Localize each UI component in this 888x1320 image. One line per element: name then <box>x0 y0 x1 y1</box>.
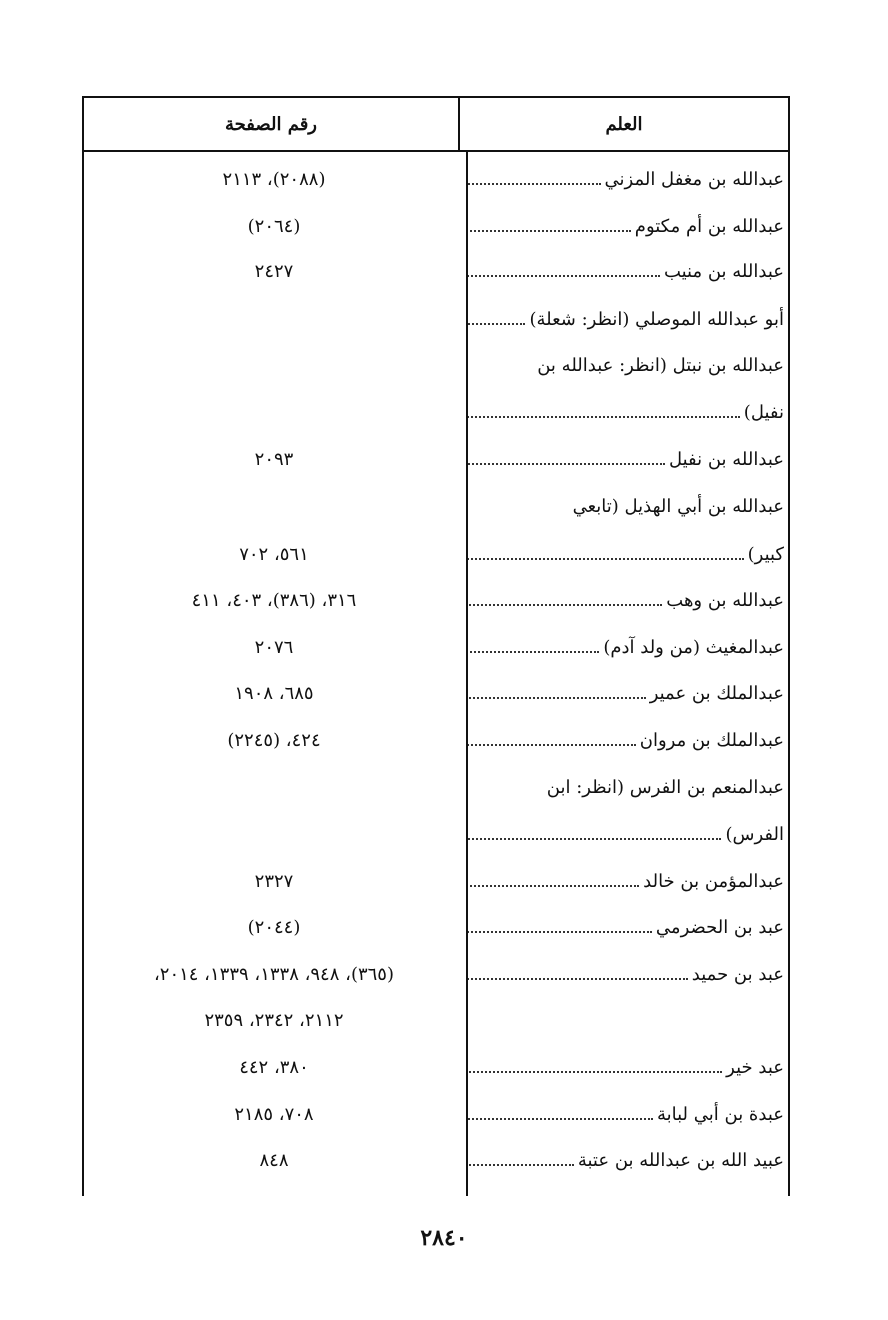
entry-pages <box>88 300 460 340</box>
dot-leader <box>468 743 636 746</box>
entry-name <box>468 393 788 433</box>
entry-pages: ٨٤٨ <box>259 1150 289 1171</box>
entry-name <box>468 300 788 340</box>
table-row <box>0 628 888 668</box>
entry-pages: (٢٠٨٨)، ٢١١٣ <box>222 169 326 190</box>
entry-name-label: عبدالمؤمن بن خالد <box>643 871 784 892</box>
entry-name <box>468 628 788 668</box>
dot-leader <box>468 650 599 653</box>
dot-leader <box>468 229 631 232</box>
entry-pages: ٢١١٢، ٢٣٤٢، ٢٣٥٩ <box>204 1010 344 1031</box>
column-header-name: العلم <box>605 114 643 135</box>
entry-name-label: عبد خير <box>726 1057 784 1078</box>
dot-leader <box>468 182 601 185</box>
table-row <box>0 160 888 200</box>
entry-name <box>468 581 788 621</box>
dot-leader <box>468 977 688 980</box>
table-row <box>0 207 888 247</box>
entry-pages <box>88 768 460 808</box>
entry-name <box>468 1048 788 1088</box>
dot-leader <box>468 1163 574 1166</box>
entry-name-label: الفرس) <box>725 824 784 845</box>
table-row <box>0 1095 888 1135</box>
entry-pages: (٢٠٤٤) <box>247 917 301 938</box>
dot-leader <box>468 462 665 465</box>
entry-pages: ٢٤٢٧ <box>254 261 294 282</box>
entry-name-label: عبدالله بن أبي الهذيل (تابعي <box>572 496 784 517</box>
dot-leader <box>468 1070 722 1073</box>
entry-pages: ٧٠٨، ٢١٨٥ <box>234 1104 314 1125</box>
entry-name <box>468 207 788 247</box>
entry-name <box>468 252 788 292</box>
entry-name-label: عبدة بن أبي لبابة <box>656 1104 784 1125</box>
entry-pages: (٢٠٦٤) <box>247 216 301 237</box>
entry-pages: (٣٦٥)، ٩٤٨، ١٣٣٨، ١٣٣٩، ٢٠١٤، <box>153 964 395 985</box>
entry-pages <box>88 393 460 433</box>
table-row <box>0 1001 888 1041</box>
dot-leader <box>468 322 525 325</box>
entry-pages: ٢٣٢٧ <box>254 871 294 892</box>
entry-pages: ٣١٦، (٣٨٦)، ٤٠٣، ٤١١ <box>191 590 357 611</box>
entry-pages: ٣٨٠، ٤٤٢ <box>239 1057 309 1078</box>
dot-leader <box>468 837 721 840</box>
dot-leader <box>468 696 646 699</box>
table-row <box>0 908 888 948</box>
entry-name-label: أبو عبدالله الموصلي (انظر: شعلة) <box>529 309 784 330</box>
entry-name-label: عبدالملك بن عمير <box>649 683 784 704</box>
dot-leader <box>468 884 639 887</box>
entry-name <box>468 1001 788 1041</box>
entry-name <box>468 955 788 995</box>
table-row <box>0 393 888 433</box>
entry-name-label: عبيد الله بن عبدالله بن عتبة <box>577 1150 784 1171</box>
entry-pages <box>88 815 460 855</box>
entry-name <box>468 1141 788 1181</box>
table-row <box>0 300 888 340</box>
entry-name <box>468 674 788 714</box>
dot-leader <box>468 415 740 418</box>
table-row <box>0 487 888 527</box>
entry-name <box>468 1095 788 1135</box>
table-row <box>0 440 888 480</box>
table-row <box>0 581 888 621</box>
entry-pages: ٢٠٩٣ <box>254 449 294 470</box>
entry-pages <box>88 487 460 527</box>
header-rule <box>82 150 790 152</box>
entry-name-label: عبد بن الحضرمي <box>655 917 784 938</box>
entry-pages <box>88 346 460 386</box>
table-row <box>0 721 888 761</box>
entry-name <box>468 346 788 386</box>
entry-name-label: عبدالله بن أم مكتوم <box>634 216 784 237</box>
dot-leader <box>468 603 662 606</box>
entry-name <box>468 487 788 527</box>
entry-name-label: عبدالله بن نبتل (انظر: عبدالله بن <box>537 355 784 376</box>
entry-name-label: كبير) <box>747 544 784 565</box>
entry-name <box>468 721 788 761</box>
entry-pages: ٤٢٤، (٢٢٤٥) <box>227 730 321 751</box>
entry-name-label <box>784 1010 788 1031</box>
entry-name <box>468 160 788 200</box>
entry-name <box>468 440 788 480</box>
table-row <box>0 955 888 995</box>
entry-pages: ٦٨٥، ١٩٠٨ <box>234 683 314 704</box>
entry-name <box>468 815 788 855</box>
column-header-pages: رقم الصفحة <box>224 114 317 135</box>
entry-name <box>468 862 788 902</box>
entry-name <box>468 768 788 808</box>
entry-name-label: عبدالله بن مغفل المزني <box>604 169 784 190</box>
table-row <box>0 1141 888 1181</box>
entry-name <box>468 535 788 575</box>
entry-pages: ٥٦١، ٧٠٢ <box>239 544 309 565</box>
table-row <box>0 768 888 808</box>
table-row <box>0 1048 888 1088</box>
table-row <box>0 346 888 386</box>
table-row <box>0 674 888 714</box>
entry-name-label: عبدالله بن نفيل <box>668 449 784 470</box>
entry-name-label: نفيل) <box>743 402 784 423</box>
dot-leader <box>468 1117 653 1120</box>
entry-name-label: عبدالملك بن مروان <box>639 730 784 751</box>
dot-leader <box>468 557 744 560</box>
entry-name-label: عبدالمغيث (من ولد آدم) <box>603 637 784 658</box>
entry-name-label: عبدالله بن منيب <box>663 261 784 282</box>
entry-name-label: عبدالله بن وهب <box>666 590 784 611</box>
dot-leader <box>468 274 660 277</box>
entry-name-label: عبدالمنعم بن الفرس (انظر: ابن <box>546 777 784 798</box>
table-row <box>0 535 888 575</box>
table-row <box>0 252 888 292</box>
table-row <box>0 862 888 902</box>
entry-name <box>468 908 788 948</box>
entry-name-label: عبد بن حميد <box>691 964 784 985</box>
table-row <box>0 815 888 855</box>
dot-leader <box>468 930 652 933</box>
page-number: ٢٨٤٠ <box>420 1225 468 1251</box>
entry-pages: ٢٠٧٦ <box>254 637 294 658</box>
